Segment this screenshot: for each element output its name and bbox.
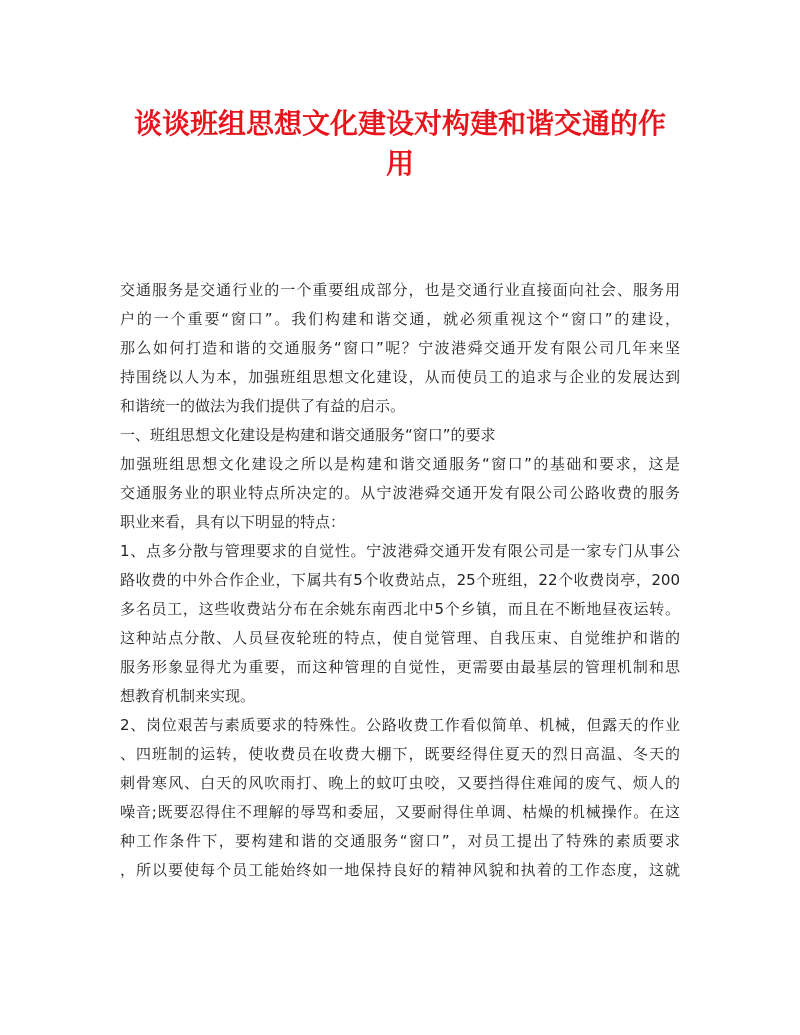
body-line: 加强班组思想文化建设之所以是构建和谐交通服务“窗口”的基础和要求，这是 <box>120 455 680 473</box>
body-line: 这种站点分散、人员昼夜轮班的特点，使自觉管理、自我压束、自觉维护和谐的 <box>120 629 680 647</box>
body-line: 交通服务业的职业特点所决定的。从宁波港舜交通开发有限公司公路收费的服务 <box>120 484 680 502</box>
body-line: 想教育机制来实现。 <box>120 687 256 705</box>
body-line: 职业来看，具有以下明显的特点： <box>120 513 346 531</box>
title-line-2: 用 <box>385 147 414 180</box>
section-heading: 一、班组思想文化建设是构建和谐交通服务“窗口”的要求 <box>120 426 496 444</box>
body-line: 服务形象显得尤为重要，而这种管理的自觉性，更需要由最基层的管理机制和思 <box>120 658 680 676</box>
body-line: 路收费的中外合作企业，下属共有5个收费站点，25个班组，22个收费岗亭，200 <box>120 571 680 589</box>
body-line: 1、点多分散与管理要求的自觉性。宁波港舜交通开发有限公司是一家专门从事公 <box>120 542 680 560</box>
body-line: 户的一个重要“窗口”。我们构建和谐交通，就必须重视这个“窗口”的建设， <box>120 310 680 328</box>
body-line: 持围绕以人为本，加强班组思想文化建设，从而使员工的追求与企业的发展达到 <box>120 368 680 386</box>
body-line: 和谐统一的做法为我们提供了有益的启示。 <box>120 397 406 415</box>
body-line: 、四班制的运转，使收费员在收费大棚下，既要经得住夏天的烈日高温、冬天的 <box>120 745 680 763</box>
body-line: 那么如何打造和谐的交通服务“窗口”呢？宁波港舜交通开发有限公司几年来坚 <box>120 339 680 357</box>
document-title <box>110 104 690 184</box>
body-line: 噪音;既要忍得住不理解的辱骂和委屈，又要耐得住单调、枯燥的机械操作。在这 <box>120 803 680 821</box>
title-line-1: 谈谈班组思想文化建设对构建和谐交通的作 <box>133 107 666 140</box>
body-line: 多名员工，这些收费站分布在余姚东南西北中5个乡镇，而且在不断地昼夜运转。 <box>120 600 680 618</box>
body-line: 种工作条件下，要构建和谐的交通服务“窗口”，对员工提出了特殊的素质要求 <box>120 832 680 850</box>
body-line: 交通服务是交通行业的一个重要组成部分，也是交通行业直接面向社会、服务用 <box>120 281 680 299</box>
body-line: ，所以要使每个员工能始终如一地保持良好的精神风貌和执着的工作态度，这就 <box>120 861 680 879</box>
body-line: 刺骨寒风、白天的风吹雨打、晚上的蚊叮虫咬，又要挡得住难闻的废气、烦人的 <box>120 774 680 792</box>
body-line: 2、岗位艰苦与素质要求的特殊性。公路收费工作看似简单、机械，但露天的作业 <box>120 716 680 734</box>
document-body <box>120 276 680 885</box>
